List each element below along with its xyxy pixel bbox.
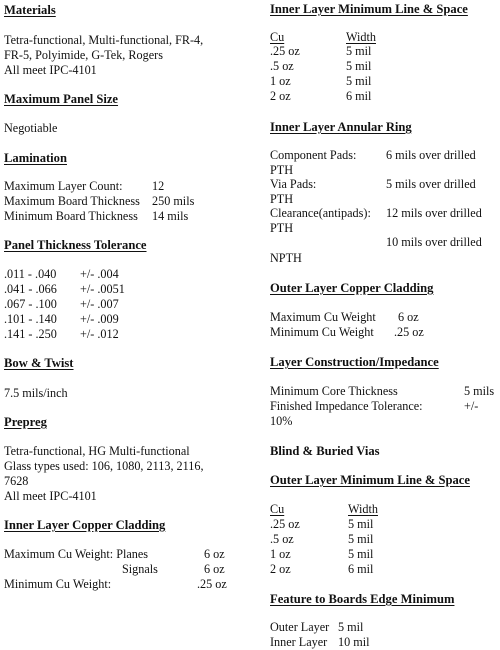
inner-cladding-heading: Inner Layer Copper Cladding <box>4 518 166 532</box>
annular-value: 12 mils over drilled <box>386 206 482 220</box>
inner-cladding-label: Maximum Cu Weight: Planes <box>4 547 149 561</box>
width-value: 6 mil <box>348 562 374 576</box>
cu-column-header: Cu <box>270 502 285 516</box>
construction-label: Finished Impedance Tolerance: <box>270 399 423 413</box>
outer-cladding-value: .25 oz <box>394 325 424 339</box>
materials-line: Tetra-functional, Multi-functional, FR-4, <box>4 33 204 47</box>
width-value: 6 mil <box>346 89 372 103</box>
tolerance-value: +/- .012 <box>80 327 119 341</box>
max-panel-value: Negotiable <box>4 121 58 135</box>
materials-line: FR-5, Polyimide, G-Tek, Rogers <box>4 48 163 62</box>
width-value: 5 mil <box>348 517 374 531</box>
annular-value: 5 mils over drilled <box>386 177 476 191</box>
tolerance-range: .101 - .140 <box>4 312 57 326</box>
annular-cont: PTH <box>270 163 294 177</box>
inner-cladding-value: .25 oz <box>197 577 227 591</box>
prepreg-line: Glass types used: 106, 1080, 2113, 2116, <box>4 459 204 473</box>
lamination-label: Minimum Board Thickness <box>4 209 138 223</box>
annular-label: Clearance(antipads): <box>270 206 371 220</box>
width-value: 5 mil <box>346 59 372 73</box>
width-value: 5 mil <box>346 44 372 58</box>
edge-min-label: Inner Layer <box>270 635 328 649</box>
outer-line-space-heading: Outer Layer Minimum Line & Space <box>270 473 470 487</box>
inner-cladding-label: Signals <box>122 562 158 576</box>
lamination-label: Maximum Layer Count: <box>4 179 123 193</box>
inner-cladding-value: 6 oz <box>204 562 225 576</box>
bow-twist-heading: Bow & Twist <box>4 356 74 370</box>
edge-min-label: Outer Layer <box>270 620 330 634</box>
annular-label: Via Pads: <box>270 177 317 191</box>
inner-line-space-heading: Inner Layer Minimum Line & Space <box>270 2 468 16</box>
outer-cladding-label: Maximum Cu Weight <box>270 310 376 324</box>
tolerance-range: .011 - .040 <box>4 267 57 281</box>
construction-cont: 10% <box>270 414 293 428</box>
edge-min-value: 10 mil <box>338 635 370 649</box>
tolerance-value: +/- .007 <box>80 297 119 311</box>
cu-value: .5 oz <box>270 532 294 546</box>
tolerance-value: +/- .004 <box>80 267 119 281</box>
construction-label: Minimum Core Thickness <box>270 384 398 398</box>
max-panel-heading: Maximum Panel Size <box>4 92 119 106</box>
annular-cont: NPTH <box>270 251 302 265</box>
thickness-tolerance-heading: Panel Thickness Tolerance <box>4 238 147 252</box>
annular-cont: PTH <box>270 221 294 235</box>
inner-cladding-label: Minimum Cu Weight: <box>4 577 112 591</box>
lamination-label: Maximum Board Thickness <box>4 194 140 208</box>
tolerance-range: .141 - .250 <box>4 327 57 341</box>
cu-value: .25 oz <box>270 44 300 58</box>
outer-cladding-heading: Outer Layer Copper Cladding <box>270 281 434 295</box>
inner-cladding-value: 6 oz <box>204 547 225 561</box>
prepreg-line: 7628 <box>4 474 29 488</box>
tolerance-range: .041 - .066 <box>4 282 57 296</box>
outer-cladding-value: 6 oz <box>398 310 419 324</box>
cu-value: 2 oz <box>270 89 291 103</box>
edge-min-value: 5 mil <box>338 620 364 634</box>
cu-column-header: Cu <box>270 30 285 44</box>
cu-value: .25 oz <box>270 517 300 531</box>
cu-value: 2 oz <box>270 562 291 576</box>
construction-heading: Layer Construction/Impedance <box>270 355 439 369</box>
width-value: 5 mil <box>348 532 374 546</box>
lamination-value: 250 mils <box>152 194 195 208</box>
width-column-header: Width <box>346 30 376 44</box>
edge-min-heading: Feature to Boards Edge Minimum <box>270 592 455 606</box>
width-value: 5 mil <box>346 74 372 88</box>
construction-value: +/- <box>464 399 479 413</box>
tolerance-range: .067 - .100 <box>4 297 57 311</box>
lamination-heading: Lamination <box>4 151 67 165</box>
width-value: 5 mil <box>348 547 374 561</box>
tolerance-value: +/- .0051 <box>80 282 125 296</box>
annular-value: 10 mils over drilled <box>386 235 482 249</box>
blind-vias-heading: Blind & Buried Vias <box>270 444 380 458</box>
lamination-value: 12 <box>152 179 165 193</box>
width-column-header: Width <box>348 502 378 516</box>
outer-cladding-label: Minimum Cu Weight <box>270 325 374 339</box>
prepreg-line: Tetra-functional, HG Multi-functional <box>4 444 190 458</box>
bow-twist-value: 7.5 mils/inch <box>4 386 68 400</box>
cu-value: 1 oz <box>270 74 291 88</box>
cu-value: 1 oz <box>270 547 291 561</box>
prepreg-line: All meet IPC-4101 <box>4 489 97 503</box>
materials-line: All meet IPC-4101 <box>4 63 97 77</box>
cu-value: .5 oz <box>270 59 294 73</box>
lamination-value: 14 mils <box>152 209 189 223</box>
materials-heading: Materials <box>4 3 56 17</box>
annular-label: Component Pads: <box>270 148 357 162</box>
annular-ring-heading: Inner Layer Annular Ring <box>270 120 412 134</box>
prepreg-heading: Prepreg <box>4 415 47 429</box>
annular-value: 6 mils over drilled <box>386 148 476 162</box>
tolerance-value: +/- .009 <box>80 312 119 326</box>
annular-cont: PTH <box>270 192 294 206</box>
construction-value: 5 mils <box>464 384 495 398</box>
